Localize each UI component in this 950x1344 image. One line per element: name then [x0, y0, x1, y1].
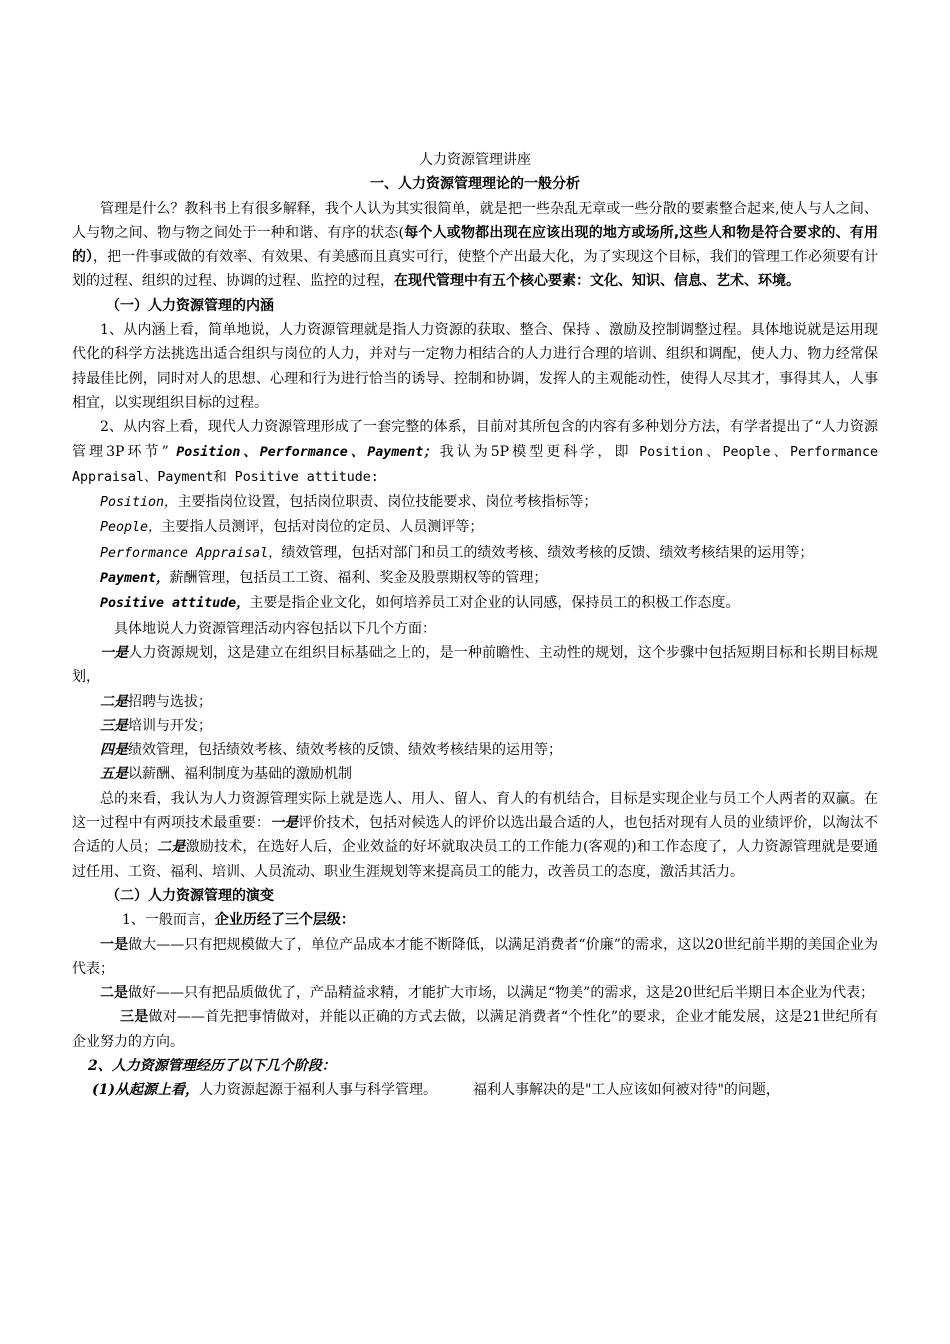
level-3: 三是做对——首先把事情做对，并能以正确的方式去做，以满足消费者“个性化”的要求，企业才能发展，这是21世纪所有企业努力的方向。	[72, 1009, 878, 1050]
aspect-2: 二是招聘与选拔；	[100, 693, 212, 710]
item-performance-appraisal: Performance Appraisal，绩效管理，包括对部门和员工的绩效考核、绩效考核的反馈、绩效考核结果的运用等；	[100, 544, 814, 561]
paragraph-stages: 2、人力资源管理经历了以下几个阶段：	[88, 1057, 336, 1074]
level-1: 一是做大——只有把规模做大了，单位产品成本才能不断降低，以满足消费者“价廉”的需求，这以20世纪前半期的美国企业为代表；	[72, 936, 878, 977]
item-positive-attitude: Positive attitude，主要是指企业文化，如何培养员工对企业的认同感，保持员工的积极工作态度。	[100, 595, 740, 612]
aspect-3: 三是培训与开发；	[100, 717, 212, 734]
item-payment: Payment，薪酬管理，包括员工工资、福利、奖金及股票期权等的管理；	[100, 570, 548, 587]
item-position: Position，主要指岗位设置，包括岗位职责、岗位技能要求、岗位考核指标等；	[100, 494, 598, 511]
paragraph-activities: 具体地说人力资源管理活动内容包括以下几个方面：	[114, 620, 436, 637]
paragraph-origin: (1)从起源上看，人力资源起源于福利人事与科学管理。 福利人事解决的是"工人应该如何被对待"的问题，	[92, 1082, 780, 1099]
subheading-connotation: （一）人力资源管理的内涵	[106, 297, 274, 314]
item-people: People，主要指人员测评，包括对岗位的定员、人员测评等；	[100, 519, 484, 536]
paragraph-connotation: 1、从内涵上看，简单地说，人力资源管理就是指人力资源的获取、整合、保持 、激励及控制调整过程。具体地说就是运用现代化的科学方法挑选出适合组织与岗位的人力，并对与一定物力相结合的人力进行合理的培训、组织和调配，使人力、物力经常保持最佳比例，同时对人的思想、心理和行为进行恰当的诱导、控制和协调，发挥人的主观能动性，使得人尽其才，事得其人，人事相宜，以实现组织目标的过程。	[72, 322, 878, 411]
level-2: 二是做好——只有把品质做优了，产品精益求精，才能扩大市场，以满足“物美”的需求，这是20世纪后半期日本企业为代表；	[100, 985, 875, 1002]
intro-paragraph: 管理是什么？教科书上有很多解释，我个人认为其实很简单，就是把一些杂乱无章或一些分散的要素整合起来,使人与人之间、人与物之间、物与物之间处于一种和谐、有序的状态(每个人或物都出现在应该出现的地方或场所,这些人和物是符合要求的、有用的），把一件事或做的有效率、有效果、有美感而且真实可行，使整个产出最大化，为了实现这个目标，我们的管理工作必须要有计划的过程、组织的过程、协调的过程、监控的过程，在现代管理中有五个核心要素：文化、知识、信息、艺术、环境。	[72, 200, 879, 290]
aspect-4: 四是绩效管理，包括绩效考核、绩效考核的反馈、绩效考核结果的运用等；	[100, 742, 562, 759]
aspect-1: 一是人力资源规划，这是建立在组织目标基础之上的，是一种前瞻性、主动性的规划，这个步骤中包括短期目标和长期目标规划，	[72, 644, 878, 686]
paragraph-evolution: 1、一般而言，企业历经了三个层级：	[122, 912, 355, 929]
document-page	[72, 148, 878, 1103]
paragraph-summary: 总的来看，我认为人力资源管理实际上就是选人、用人、留人、育人的有机结合，目标是实现企业与员工个人两者的双赢。在这一过程中有两项技术最重要：一是评价技术，包括对候选人的评价以选出最合适的人，也包括对现有人员的业绩评价，以淘汰不合适的人员；二是激励技术，在选好人后，企业效益的好坏就取决员工的工作能力(客观的)和工作态度了，人力资源管理就是要通过任用、工资、福利、培训、人员流动、职业生涯规划等来提高员工的能力，改善员工的态度，激活其活力。	[72, 790, 879, 880]
aspect-5: 五是以薪酬、福利制度为基础的激励机制	[100, 766, 352, 783]
document-title: 人力资源管理讲座	[419, 152, 531, 168]
paragraph-content: 2、从内容上看，现代人力资源管理形成了一套完整的体系，目前对其所包含的内容有多种划分方法，有学者提出了“人力资源管理3P环节” Position、Performance、Payment；我认为5P模型更科学，即 Position、People、Performance Appraisal、Payment和 Positive attitude:	[72, 419, 879, 485]
section-heading-1: 一、人力资源管理理论的一般分析	[370, 176, 580, 193]
subheading-evolution: （二）人力资源管理的演变	[106, 887, 274, 904]
